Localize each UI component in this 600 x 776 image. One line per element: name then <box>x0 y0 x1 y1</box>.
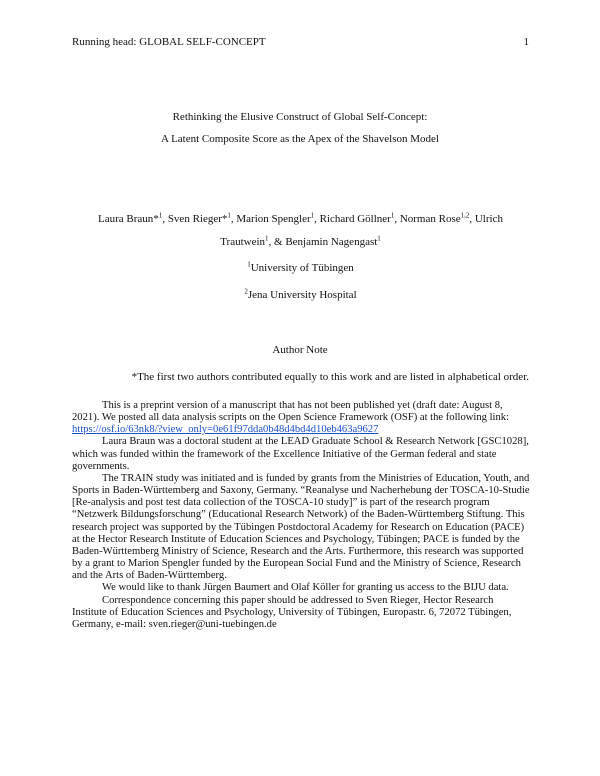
title-line-2: A Latent Composite Score as the Apex of the Shavelson Model <box>160 133 439 145</box>
author-list <box>72 208 529 253</box>
affiliation-marker: 2 <box>244 286 248 295</box>
title-line-1: Rethinking the Elusive Construct of Global Self-Concept: <box>172 111 428 123</box>
author-name: , Marion Spengler <box>230 213 311 225</box>
correspondence-paragraph: Correspondence concerning this paper should be addressed to Sven Rieger, Hector Research Institute of Education Sciences and Psychology, University of Tübingen, Europastr. 6, 72072 Tübingen, Germany, e-mail: sven.rieger@uni-tuebingen.de <box>72 594 512 630</box>
page-number: 1 <box>523 36 529 48</box>
author-name: , Ulrich Trautwein <box>220 213 503 248</box>
author-note-heading: Author Note <box>272 344 328 356</box>
author-block <box>72 208 529 306</box>
author-affiliation-marker: 1 <box>310 211 315 220</box>
funding-paragraph-train: The TRAIN study was initiated and is funded by grants from the Ministries of Education, Youth, and Sports in Baden-Württemberg and Saxony, Germany. “Reanalyse und Nacherhebung der TOSCA-10-Studie [Re-analysis and post test data collection of the TOSCA-10 study]” is part of the research program “Netzwerk Bildungsforschung” (Educational Research Network) of the Baden-Württemberg Stiftung. This research project was supported by the Tübingen Postdoctoral Academy for Research on Education (PACE) at the Hector Research Institute of Education Sciences and Psychology, Tübingen; PACE is funded by the Baden-Württemberg Ministry of Science, Research and the Arts. Furthermore, this research was supported by a grant to Marion Spengler funded by the European Social Fund and the Ministry of Science, Research and the Arts of Baden-Württemberg. <box>72 472 530 582</box>
author-affiliation-marker: 1 <box>390 211 395 220</box>
acknowledgment-paragraph: We would like to thank Jürgen Baumert and Olaf Köller for granting us access to the BIJU data. <box>102 582 509 594</box>
affiliation-1 <box>72 257 529 280</box>
affiliation-2 <box>72 284 529 307</box>
author-note-body <box>72 400 530 631</box>
author-name: , Norman Rose <box>394 213 461 225</box>
author-affiliation-marker: 1 <box>227 211 231 220</box>
author-affiliation-marker: 1,2 <box>460 211 470 220</box>
osf-link[interactable]: https://osf.io/63nk8/?view_only=0e61f97dda0b48d4bd4d10eb463a9627 <box>72 424 379 436</box>
author-name: , & Benjamin Nagengast <box>268 235 378 248</box>
preprint-text: This is a preprint version of a manuscript that has not been published yet (draft date: August 8, 2021). We posted all data analysis scripts on the Open Science Framework (OSF) at the following link: <box>72 400 510 424</box>
affiliation-marker: 1 <box>247 260 251 269</box>
author-affiliation-marker: 1 <box>158 211 163 220</box>
paper-title <box>0 106 600 150</box>
author-name: , Richard Göllner <box>314 213 391 225</box>
equal-contribution-note: *The first two authors contributed equally to this work and are listed in alphabetical order. <box>131 371 529 383</box>
preprint-paragraph <box>72 400 530 436</box>
author-affiliation-marker: 1 <box>377 233 381 242</box>
affiliation-name: University of Tübingen <box>250 262 354 274</box>
author-name: , Sven Rieger* <box>162 213 228 225</box>
funding-paragraph-lead: Laura Braun was a doctoral student at the LEAD Graduate School & Research Network [GSC1028], which was funded within the framework of the Excellence Initiative of the German federal and state governments. <box>72 436 529 472</box>
affiliation-name: Jena University Hospital <box>247 288 357 301</box>
author-affiliation-marker: 1 <box>265 233 269 242</box>
running-head: Running head: GLOBAL SELF-CONCEPT <box>72 36 266 48</box>
author-name: Laura Braun* <box>98 213 159 225</box>
